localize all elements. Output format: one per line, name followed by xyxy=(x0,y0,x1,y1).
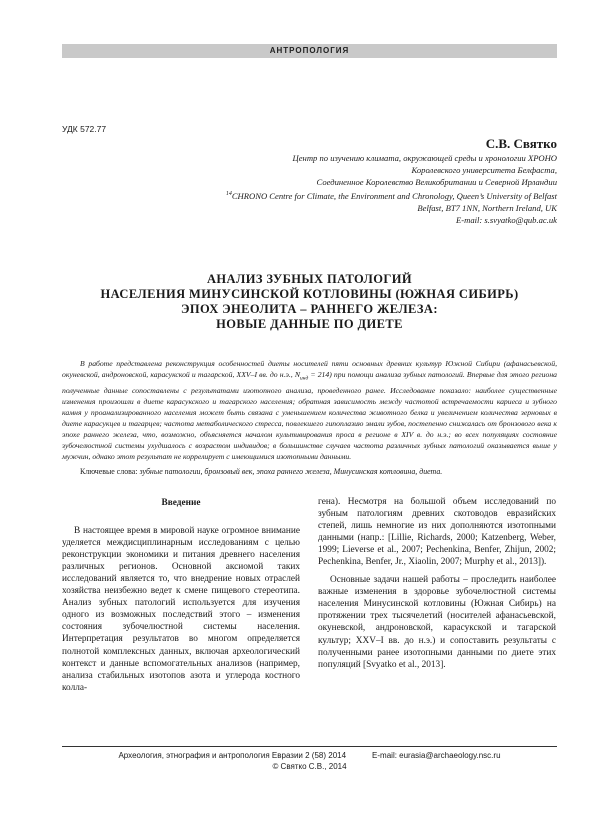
affiliation-line: Центр по изучению климата, окружающей среды и хронологии ХРОНО xyxy=(292,153,557,163)
intro-paragraph-continued: гена). Несмотря на большой объем исследований по зубным патологиям древних скотоводов евразийских степей, лишь немногие из них дополняются изотопными данными (напр.: [Lillie, Richards, 2000; Katzenberg, Weber, 1999; Lieverse et al., 2007; Pechenkina, Benfer, Zhijun, 2002; Pechenkina, Benfer, Jr., Xiaolin, 2007; Murphy et al., 2013]). xyxy=(318,497,556,568)
title-line: НАСЕЛЕНИЯ МИНУСИНСКОЙ КОТЛОВИНЫ (ЮЖНАЯ СИБИРЬ) xyxy=(100,287,519,301)
section-header-bar xyxy=(62,44,557,58)
author-name: С.В. Святко xyxy=(485,136,557,151)
author-email: E-mail: s.svyatko@qub.ac.uk xyxy=(456,215,557,226)
abstract xyxy=(62,358,557,462)
affiliation-line-en xyxy=(97,188,557,202)
affiliation-block xyxy=(97,152,557,226)
journal-citation: Археология, этнография и антропология Евразии 2 (58) 2014 xyxy=(118,751,347,760)
keywords xyxy=(80,466,560,477)
footer xyxy=(62,750,557,772)
abstract-text xyxy=(62,358,557,462)
article-title xyxy=(62,272,557,332)
keywords-text: зубные патологии, бронзовый век, эпоха раннего железа, Минусинская котловина, диета. xyxy=(137,467,443,476)
udk-code: УДК 572.77 xyxy=(62,124,107,134)
abstract-part-1: В работе представлена реконструкция особенностей диеты носителей пяти основных древних культур Южной Сибири (афанасьевской, окуневской, андроновской, карасукской и тагарской, XXV–I вв. до н.э., N xyxy=(62,359,557,379)
affiliation-line: Belfast, BT7 1NN, Northern Ireland, UK xyxy=(417,203,557,214)
affiliation-line-en-text: CHRONO Centre for Climate, the Environment and Chronology, Queen’s University of Belfast xyxy=(231,191,557,202)
title-line: АНАЛИЗ ЗУБНЫХ ПАТОЛОГИЙ xyxy=(207,272,412,286)
title-line: НОВЫЕ ДАННЫЕ ПО ДИЕТЕ xyxy=(216,317,403,331)
intro-heading: Введение xyxy=(161,498,201,508)
affiliation-line: Королевского университета Белфаста, xyxy=(411,165,557,176)
intro-paragraph: В настоящее время в мировой науке огромное внимание уделяется междисциплинарным исследованиям с целью реконструкции экономики и питания древнего населения различных регионов. Основной аксиомой таких исследований является то, что внедрение новых отраслей хозяйства неизбежно ведет к смене пищевого стереотипа. Анализ зубных патологий используется для изучения одного из возможных последствий этого – изменения состояния зубочелюстной системы населения. Интерпретация результатов во многом определяется полнотой комплексных данных, включая археологический контекст и данные вспомогательных анализов (например, анализа стабильных изотопов азота и углерода костного колла- xyxy=(62,526,300,693)
section-title: АНТРОПОЛОГИЯ xyxy=(269,46,350,55)
abstract-part-2: = 214) при помощи анализа зубных патологий. Впервые для этого региона полученные данные сопоставлены с результатами изотопного анализа, проведенного ранее. Исследование показало: наиболее существенные изменения произошли в диете карасукского и тагарского населения; обратная зависимость между частотой встречаемости кариеса и зубного камня у проанализированного населения может быть связана с уменьшением количества животного белка и увеличением количества зерновых в диете карасукцев и тагарцев; частота метаболического стресса, повлекшего гипоплазию эмали зубов, постепенно снижалась от бронзового века к эпохе раннего железа, что, возможно, объясняется началом культивирования проса в регионе в XIV в. до н.э.; во всех популяциях состояние зубочелюстной системы ухудшалось с возрастом индивидов; в большинстве случаев частота различных зубных патологий оказывается выше у мужчин, однако этот результат не коррелирует с имеющимися изотопными данными. xyxy=(62,370,558,461)
keywords-label: Ключевые слова: xyxy=(80,467,138,476)
footer-line-1 xyxy=(62,750,557,761)
copyright: © Святко С.В., 2014 xyxy=(272,762,347,771)
left-column xyxy=(62,497,300,694)
right-column xyxy=(318,496,556,671)
abstract-subscript: инд xyxy=(299,375,309,382)
affiliation-line: Соединенное Королевство Великобритании и Северной Ирландии xyxy=(316,177,557,188)
affiliation-superscript: 14 xyxy=(225,191,232,198)
title-line: ЭПОХ ЭНЕОЛИТА – РАННЕГО ЖЕЛЕЗА: xyxy=(181,302,438,316)
journal-email[interactable]: E-mail: eurasia@archaeology.nsc.ru xyxy=(372,751,501,760)
intro-paragraph-goals: Основные задачи нашей работы – проследить наиболее важные изменения в здоровье зубочелюстной системы населения Минусинской котловины (Южная Сибирь) на протяжении трех тысячелетий (носителей афанасьевской, окуневской, андроновской, карасукской и тагарской культур; XXV–I вв. до н.э.) и сопоставить результаты с полученными ранее изотопными данными по диете этих популяций [Svyatko et al., 2013]. xyxy=(318,575,556,670)
footer-divider xyxy=(62,746,557,747)
